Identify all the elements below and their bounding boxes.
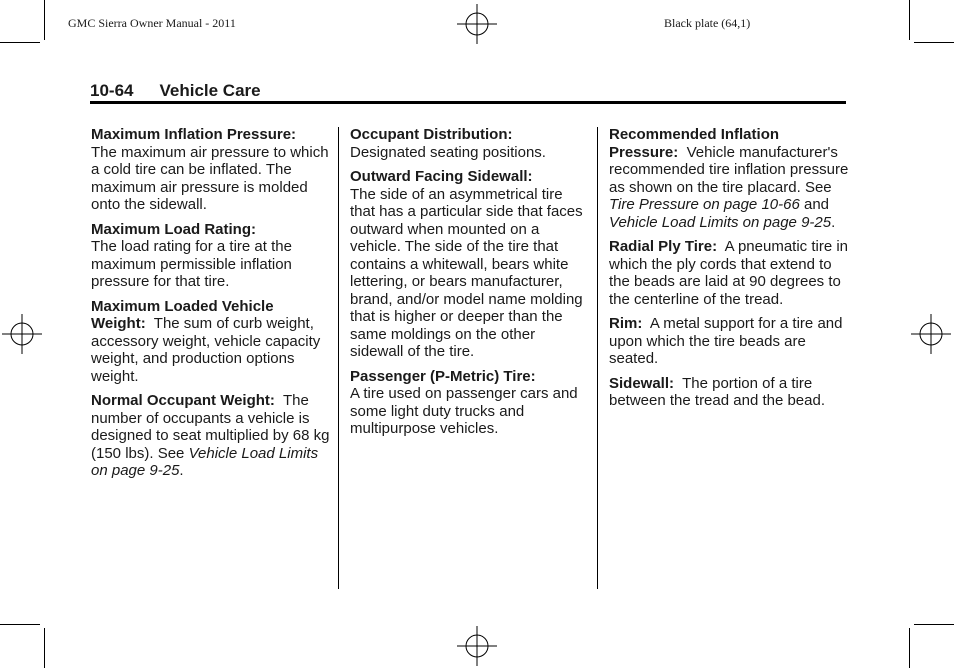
column-1 xyxy=(91,126,331,487)
glossary-definition: The maximum air pressure to which a cold tire can be inflated. The maximum air pressure is molded onto the sidewall. xyxy=(91,143,329,213)
glossary-definition: A pneumatic tire in which the ply cords that extend to the beads are laid at 90 degrees to the centerline of the tread. xyxy=(609,238,849,308)
cross-reference: Vehicle Load Limits on page 9-25 xyxy=(91,444,319,479)
crop-mark-top-right-v xyxy=(909,0,910,40)
glossary-definition: A tire used on passenger cars and some light duty trucks and multipurpose vehicles. xyxy=(350,385,578,437)
glossary-entry xyxy=(609,315,849,368)
glossary-definition: The portion of a tire between the tread and the bead. xyxy=(609,374,826,409)
glossary-definition: . xyxy=(179,462,184,479)
column-divider-1 xyxy=(338,127,339,589)
glossary-entry xyxy=(350,368,586,438)
registration-mark-right-icon xyxy=(911,314,951,354)
glossary-term: Passenger (P-Metric) Tire: xyxy=(350,367,536,385)
glossary-definition: and xyxy=(799,196,830,213)
glossary-term: Maximum Inflation Pressure: xyxy=(91,126,297,143)
glossary-term: Sidewall: xyxy=(609,374,675,392)
glossary-definition: Designated seating positions. xyxy=(350,143,546,161)
crop-mark-bottom-right-v xyxy=(909,628,910,668)
glossary-definition: The number of occupants a vehicle is designed to seat multiplied by 68 kg (150 lbs). See xyxy=(91,392,330,462)
glossary-definition: The side of an asymmetrical tire that has a particular side that faces outward when mounted on a vehicle. The side of the tire that contains a whitewall, bears white lettering, or bears manufacturer, brand, and/or model name molding that is higher or deeper than the same moldings on the other sidewall of the tire. xyxy=(350,185,583,360)
glossary-term: Maximum Load Rating: xyxy=(91,220,257,238)
glossary-term: Maximum Loaded Vehicle Weight: xyxy=(91,297,274,332)
glossary-entry xyxy=(609,126,849,231)
glossary-definition: Vehicle manufacturer's recommended tire inflation pressure as shown on the tire placard. See xyxy=(609,143,849,196)
glossary-term: Rim: xyxy=(609,315,643,332)
print-header-title: GMC Sierra Owner Manual - 2011 xyxy=(68,16,236,30)
crop-mark-bottom-left-h xyxy=(0,624,40,625)
registration-mark-left-icon xyxy=(2,314,42,354)
registration-mark-top-icon xyxy=(457,4,497,44)
glossary-term: Recommended Inflation Pressure: xyxy=(609,126,780,161)
print-header-plate: Black plate (64,1) xyxy=(664,16,751,30)
glossary-entry xyxy=(350,168,586,361)
column-3 xyxy=(609,126,849,417)
crop-mark-bottom-right-h xyxy=(914,624,954,625)
column-divider-2 xyxy=(597,127,598,589)
title-rule xyxy=(90,101,846,104)
crop-mark-top-right-h xyxy=(914,42,954,43)
glossary-entry xyxy=(91,221,331,291)
crop-mark-top-left-h xyxy=(0,42,40,43)
crop-mark-top-left-v xyxy=(44,0,45,40)
cross-reference: Tire Pressure on page 10-66 xyxy=(609,196,800,213)
glossary-term: Outward Facing Sidewall: xyxy=(350,168,533,185)
registration-mark-bottom-icon xyxy=(457,626,497,666)
glossary-definition: A metal support for a tire and upon which the tire beads are seated. xyxy=(609,315,843,367)
page-number: 10-64 xyxy=(90,81,134,100)
glossary-definition: The load rating for a tire at the maximum permissible inflation pressure for that tire. xyxy=(91,238,292,290)
cross-reference: Vehicle Load Limits on page 9-25 xyxy=(609,213,832,231)
glossary-term: Normal Occupant Weight: xyxy=(91,392,275,409)
glossary-term: Occupant Distribution: xyxy=(350,126,513,143)
glossary-term: Radial Ply Tire: xyxy=(609,238,718,255)
glossary-definition: . xyxy=(831,213,836,231)
glossary-entry xyxy=(91,126,331,214)
section-title: Vehicle Care xyxy=(159,81,261,100)
glossary-entry xyxy=(350,126,586,161)
glossary-entry xyxy=(91,392,331,480)
crop-mark-bottom-left-v xyxy=(44,628,45,668)
glossary-definition: The sum of curb weight, accessory weight, vehicle capacity weight, and production options weight. xyxy=(91,315,321,385)
glossary-entry xyxy=(91,298,331,386)
page-title xyxy=(90,81,261,101)
column-2 xyxy=(350,126,586,445)
glossary-entry xyxy=(609,238,849,308)
glossary-entry xyxy=(609,375,849,410)
